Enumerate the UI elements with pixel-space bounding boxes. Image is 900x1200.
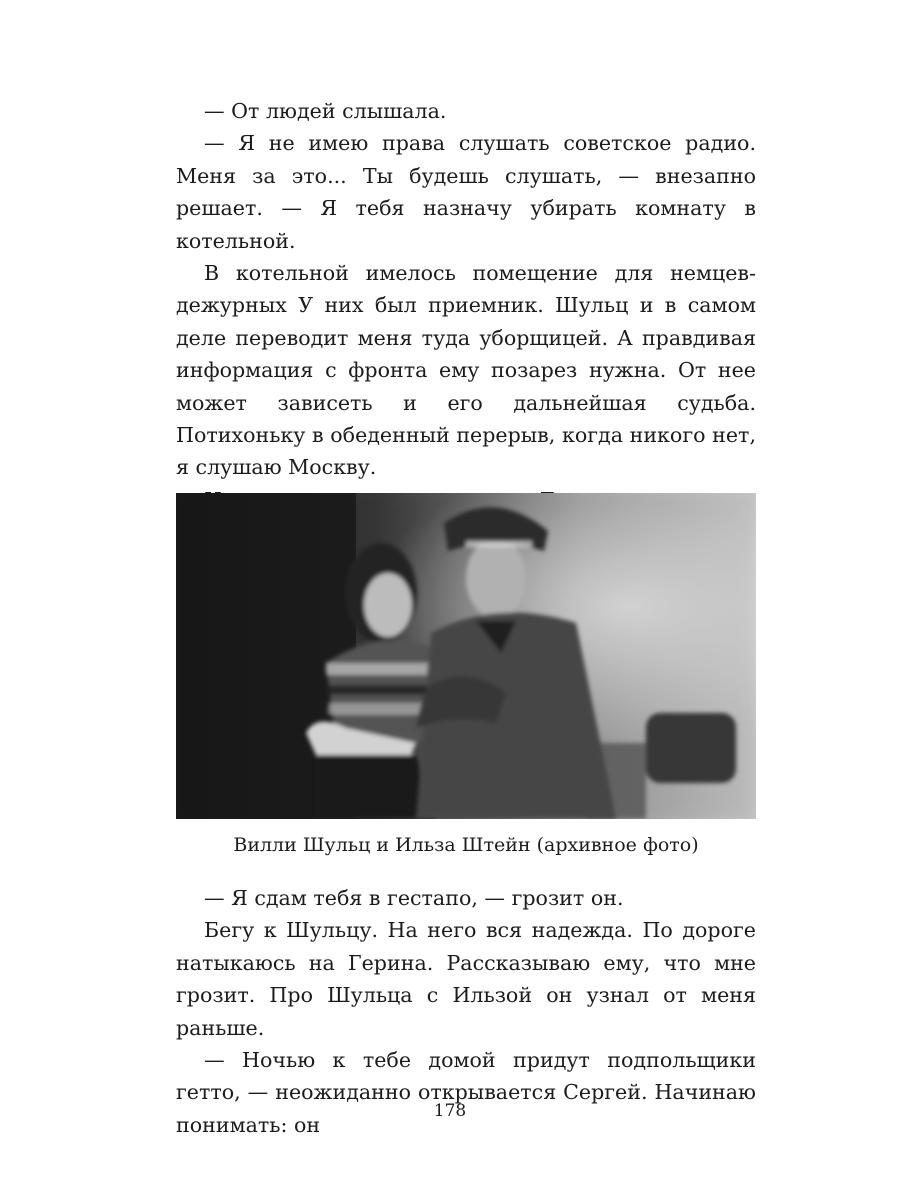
archive-photo [176, 493, 756, 819]
paragraph: — Ночью к тебе домой придут подпольщики гетто, — неожиданно открывается Сергей. Начинаю понимать: он [176, 1048, 756, 1137]
paragraph: В котельной имелось помещение для немцев-дежурных У них был приемник. Шульц и в самом деле переводит меня туда уборщицей. А правдивая информация с фронта ему позарез нужна. От нее может зависеть и его дальнейшая судьба. Потихоньку в обеденный перерыв, когда никого нет, я слушаю Москву. [176, 261, 756, 480]
photo-caption: Вилли Шульц и Ильза Штейн (архивное фото) [233, 834, 699, 856]
paragraph: — От людей слышала. [204, 99, 447, 123]
paragraph: Бегу к Шульцу. На него вся надежда. По дороге натыкаюсь на Герина. Рассказываю ему, что мне грозит. Про Шульца с Ильзой он узнал от меня раньше. [176, 918, 756, 1040]
page-number: 178 [433, 1101, 467, 1121]
text-before-photo [176, 95, 756, 549]
paragraph: — Я сдам тебя в гестапо, — грозит он. [204, 886, 624, 910]
paragraph: — Я не имею права слушать советское радио. Меня за это... Ты будешь слушать, — внезапно решает. — Я тебя назначу убирать комнату в котельной. [176, 131, 756, 253]
